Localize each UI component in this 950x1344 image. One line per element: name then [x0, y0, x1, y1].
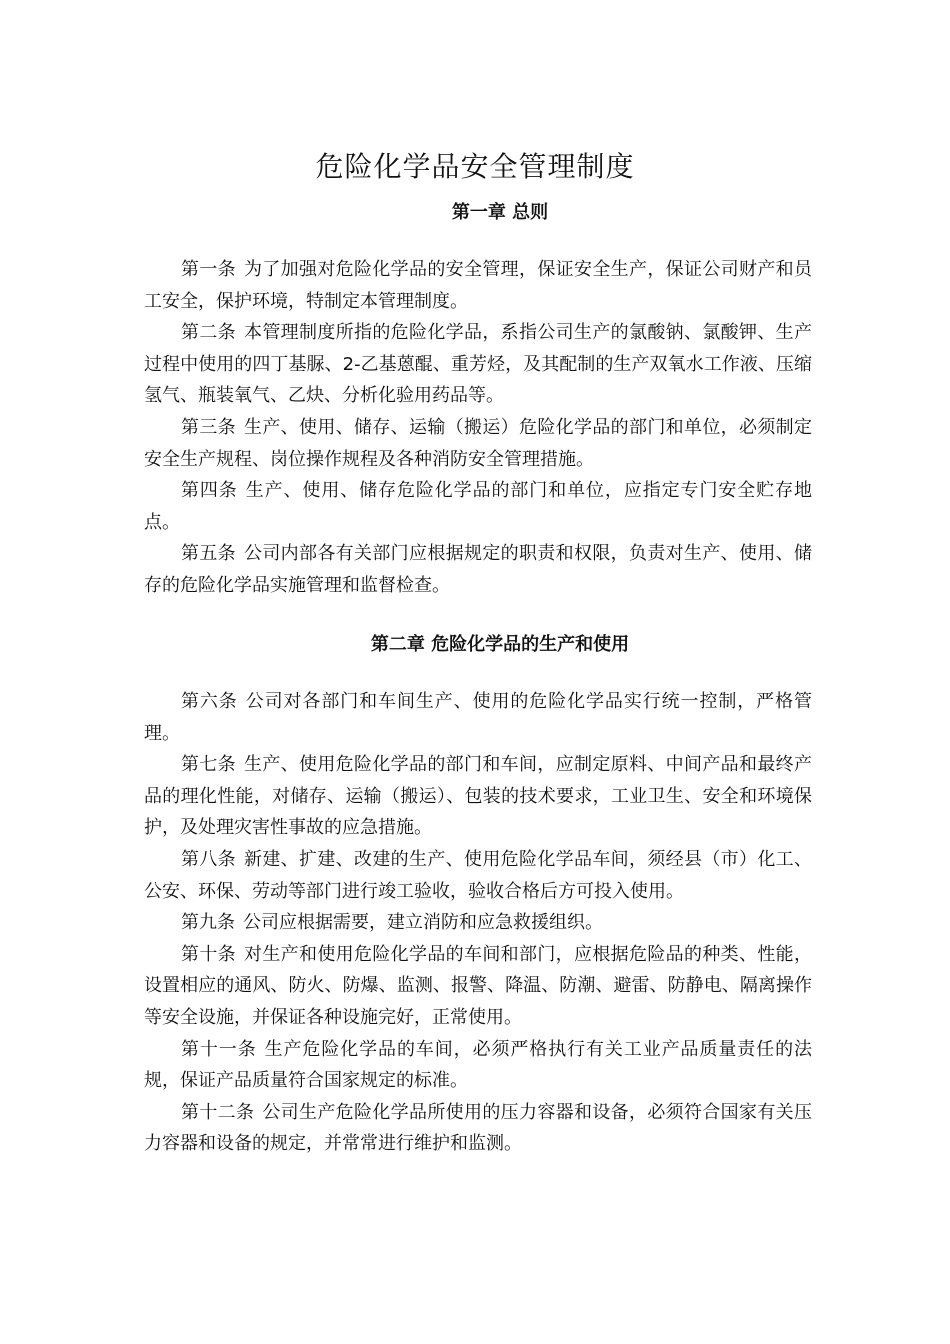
chapter-heading: 第二章 危险化学品的生产和使用	[370, 634, 630, 655]
article-paragraph	[144, 1034, 812, 1097]
article-text: 公司内部各有关部门应根据规定的职责和权限，负责对生产、使用、储存的危险化学品实施管理和监督检查。	[144, 543, 812, 596]
article-text: 公司生产危险化学品所使用的压力容器和设备，必须符合国家有关压力容器和设备的规定，并常常进行维护和监测。	[144, 1101, 813, 1155]
article-paragraph	[144, 412, 812, 475]
chapter-section	[144, 254, 812, 602]
article-number: 第十二条	[181, 1101, 255, 1123]
article-text: 对生产和使用危险化学品的车间和部门，应根据危险品的种类、性能，设置相应的通风、防火、防爆、监测、报警、降温、防潮、避雷、防静电、隔离操作等安全设施，并保证各种设施完好，正常使用。	[144, 943, 812, 1028]
article-number: 第六条	[181, 691, 238, 712]
article-text: 公司对各部门和车间生产、使用的危险化学品实行统一控制，严格管理。	[144, 691, 812, 744]
article-number: 第一条	[181, 259, 236, 280]
article-text: 生产危险化学品的车间，必须严格执行有关工业产品质量责任的法规，保证产品质量符合国家规定的标准。	[144, 1038, 812, 1092]
chapter-heading: 第一章 总则	[451, 202, 549, 223]
article-text: 本管理制度所指的危险化学品，系指公司生产的氯酸钠、氯酸钾、生产过程中使用的四丁基脲、2-乙基蒽醌、重芳烃，及其配制的生产双氧水工作液、压缩氢气、瓶装氧气、乙炔、分析化验用药品等。	[144, 322, 812, 407]
article-text: 生产、使用、储存、运输（搬运）危险化学品的部门和单位，必须制定安全生产规程、岗位操作规程及各种消防安全管理措施。	[144, 416, 812, 470]
article-number: 第八条	[181, 848, 236, 870]
document-title: 危险化学品安全管理制度	[315, 149, 635, 183]
article-paragraph	[144, 1097, 812, 1160]
article-paragraph	[144, 844, 812, 907]
article-paragraph	[144, 475, 812, 538]
article-paragraph	[144, 907, 812, 939]
article-paragraph	[144, 939, 812, 1034]
article-text: 新建、扩建、改建的生产、使用危险化学品车间，须经县（市）化工、公安、环保、劳动等部门进行竣工验收，验收合格后方可投入使用。	[144, 848, 812, 902]
article-paragraph	[144, 538, 812, 601]
article-text: 生产、使用、储存危险化学品的部门和单位，应指定专门安全贮存地点。	[144, 480, 812, 533]
article-number: 第五条	[181, 543, 236, 565]
chapter-section	[144, 686, 812, 1160]
article-number: 第三条	[181, 416, 236, 438]
article-text: 生产、使用危险化学品的部门和车间，应制定原料、中间产品和最终产品的理化性能，对储存、运输（搬运）、包装的技术要求，工业卫生、安全和环境保护，及处理灾害性事故的应急措施。	[144, 754, 812, 839]
article-text: 为了加强对危险化学品的安全管理，保证安全生产，保证公司财产和员工安全，保护环境，特制定本管理制度。	[144, 259, 812, 312]
article-number: 第十条	[181, 943, 236, 965]
article-number: 第二条	[181, 322, 236, 344]
article-number: 第七条	[181, 754, 236, 776]
article-text: 公司应根据需要，建立消防和应急救援组织。	[243, 912, 603, 934]
article-number: 第四条	[181, 480, 238, 502]
article-paragraph	[144, 749, 812, 844]
article-number: 第十一条	[181, 1038, 257, 1060]
article-number: 第九条	[181, 912, 235, 934]
article-paragraph	[144, 686, 812, 749]
article-paragraph	[144, 254, 812, 317]
article-paragraph	[144, 317, 812, 412]
